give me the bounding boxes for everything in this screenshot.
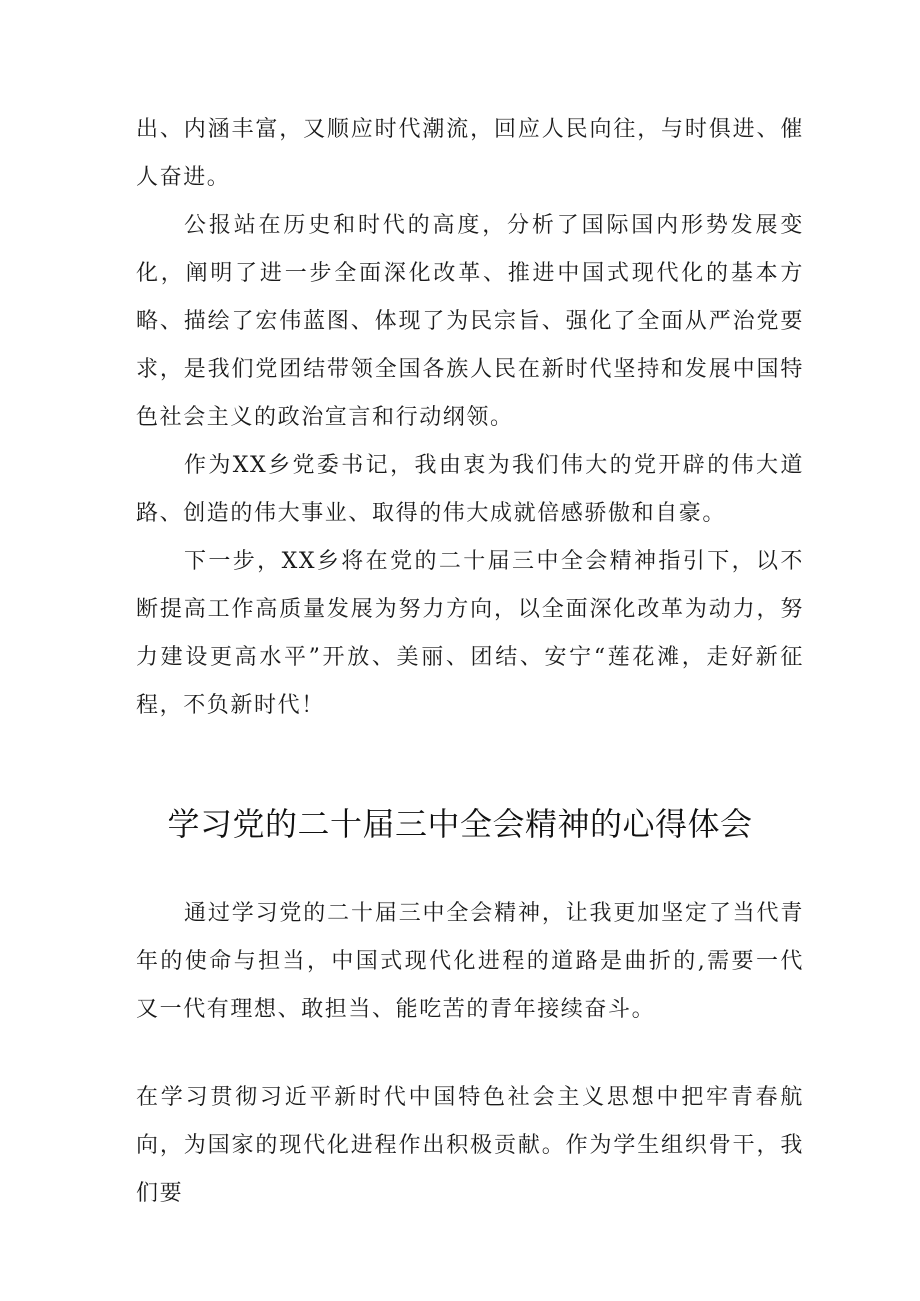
- paragraph-youth-mission: 通过学习党的二十届三中全会精神，让我更加坚定了当代青年的使命与担当，中国式现代化进程的道路是曲折的,需要一代又一代有理想、敢担当、能吃苦的青年接续奋斗。: [136, 901, 804, 1022]
- paragraph-study-thought: 在学习贯彻习近平新时代中国特色社会主义思想中把牢青春航向，为国家的现代化进程作出积极贡献。作为学生组织骨干，我们要: [136, 1085, 804, 1206]
- section-title: 学习党的二十届三中全会精神的心得体会: [167, 805, 753, 843]
- paragraph-party-secretary: 作为XX乡党委书记，我由衷为我们伟大的党开辟的伟大道路、创造的伟大事业、取得的伟大成就倍感骄傲和自豪。: [136, 453, 804, 526]
- paragraph-continuation: 出、内涵丰富，又顺应时代潮流，回应人民向往，与时俱进、催人奋进。: [136, 117, 804, 190]
- paragraph-communique: 公报站在历史和时代的高度，分析了国际国内形势发展变化，阐明了进一步全面深化改革、推进中国式现代化的基本方略、描绘了宏伟蓝图、体现了为民宗旨、强化了全面从严治党要求，是我们党团结带领全国各族人民在新时代坚持和发展中国特色社会主义的政治宣言和行动纲领。: [136, 213, 804, 430]
- paragraph-next-step: 下一步，XX乡将在党的二十届三中全会精神指引下，以不断提高工作高质量发展为努力方向，以全面深化改革为动力，努力建设更高水平”开放、美丽、团结、安宁“莲花滩，走好新征程，不负新时代！: [136, 549, 804, 718]
